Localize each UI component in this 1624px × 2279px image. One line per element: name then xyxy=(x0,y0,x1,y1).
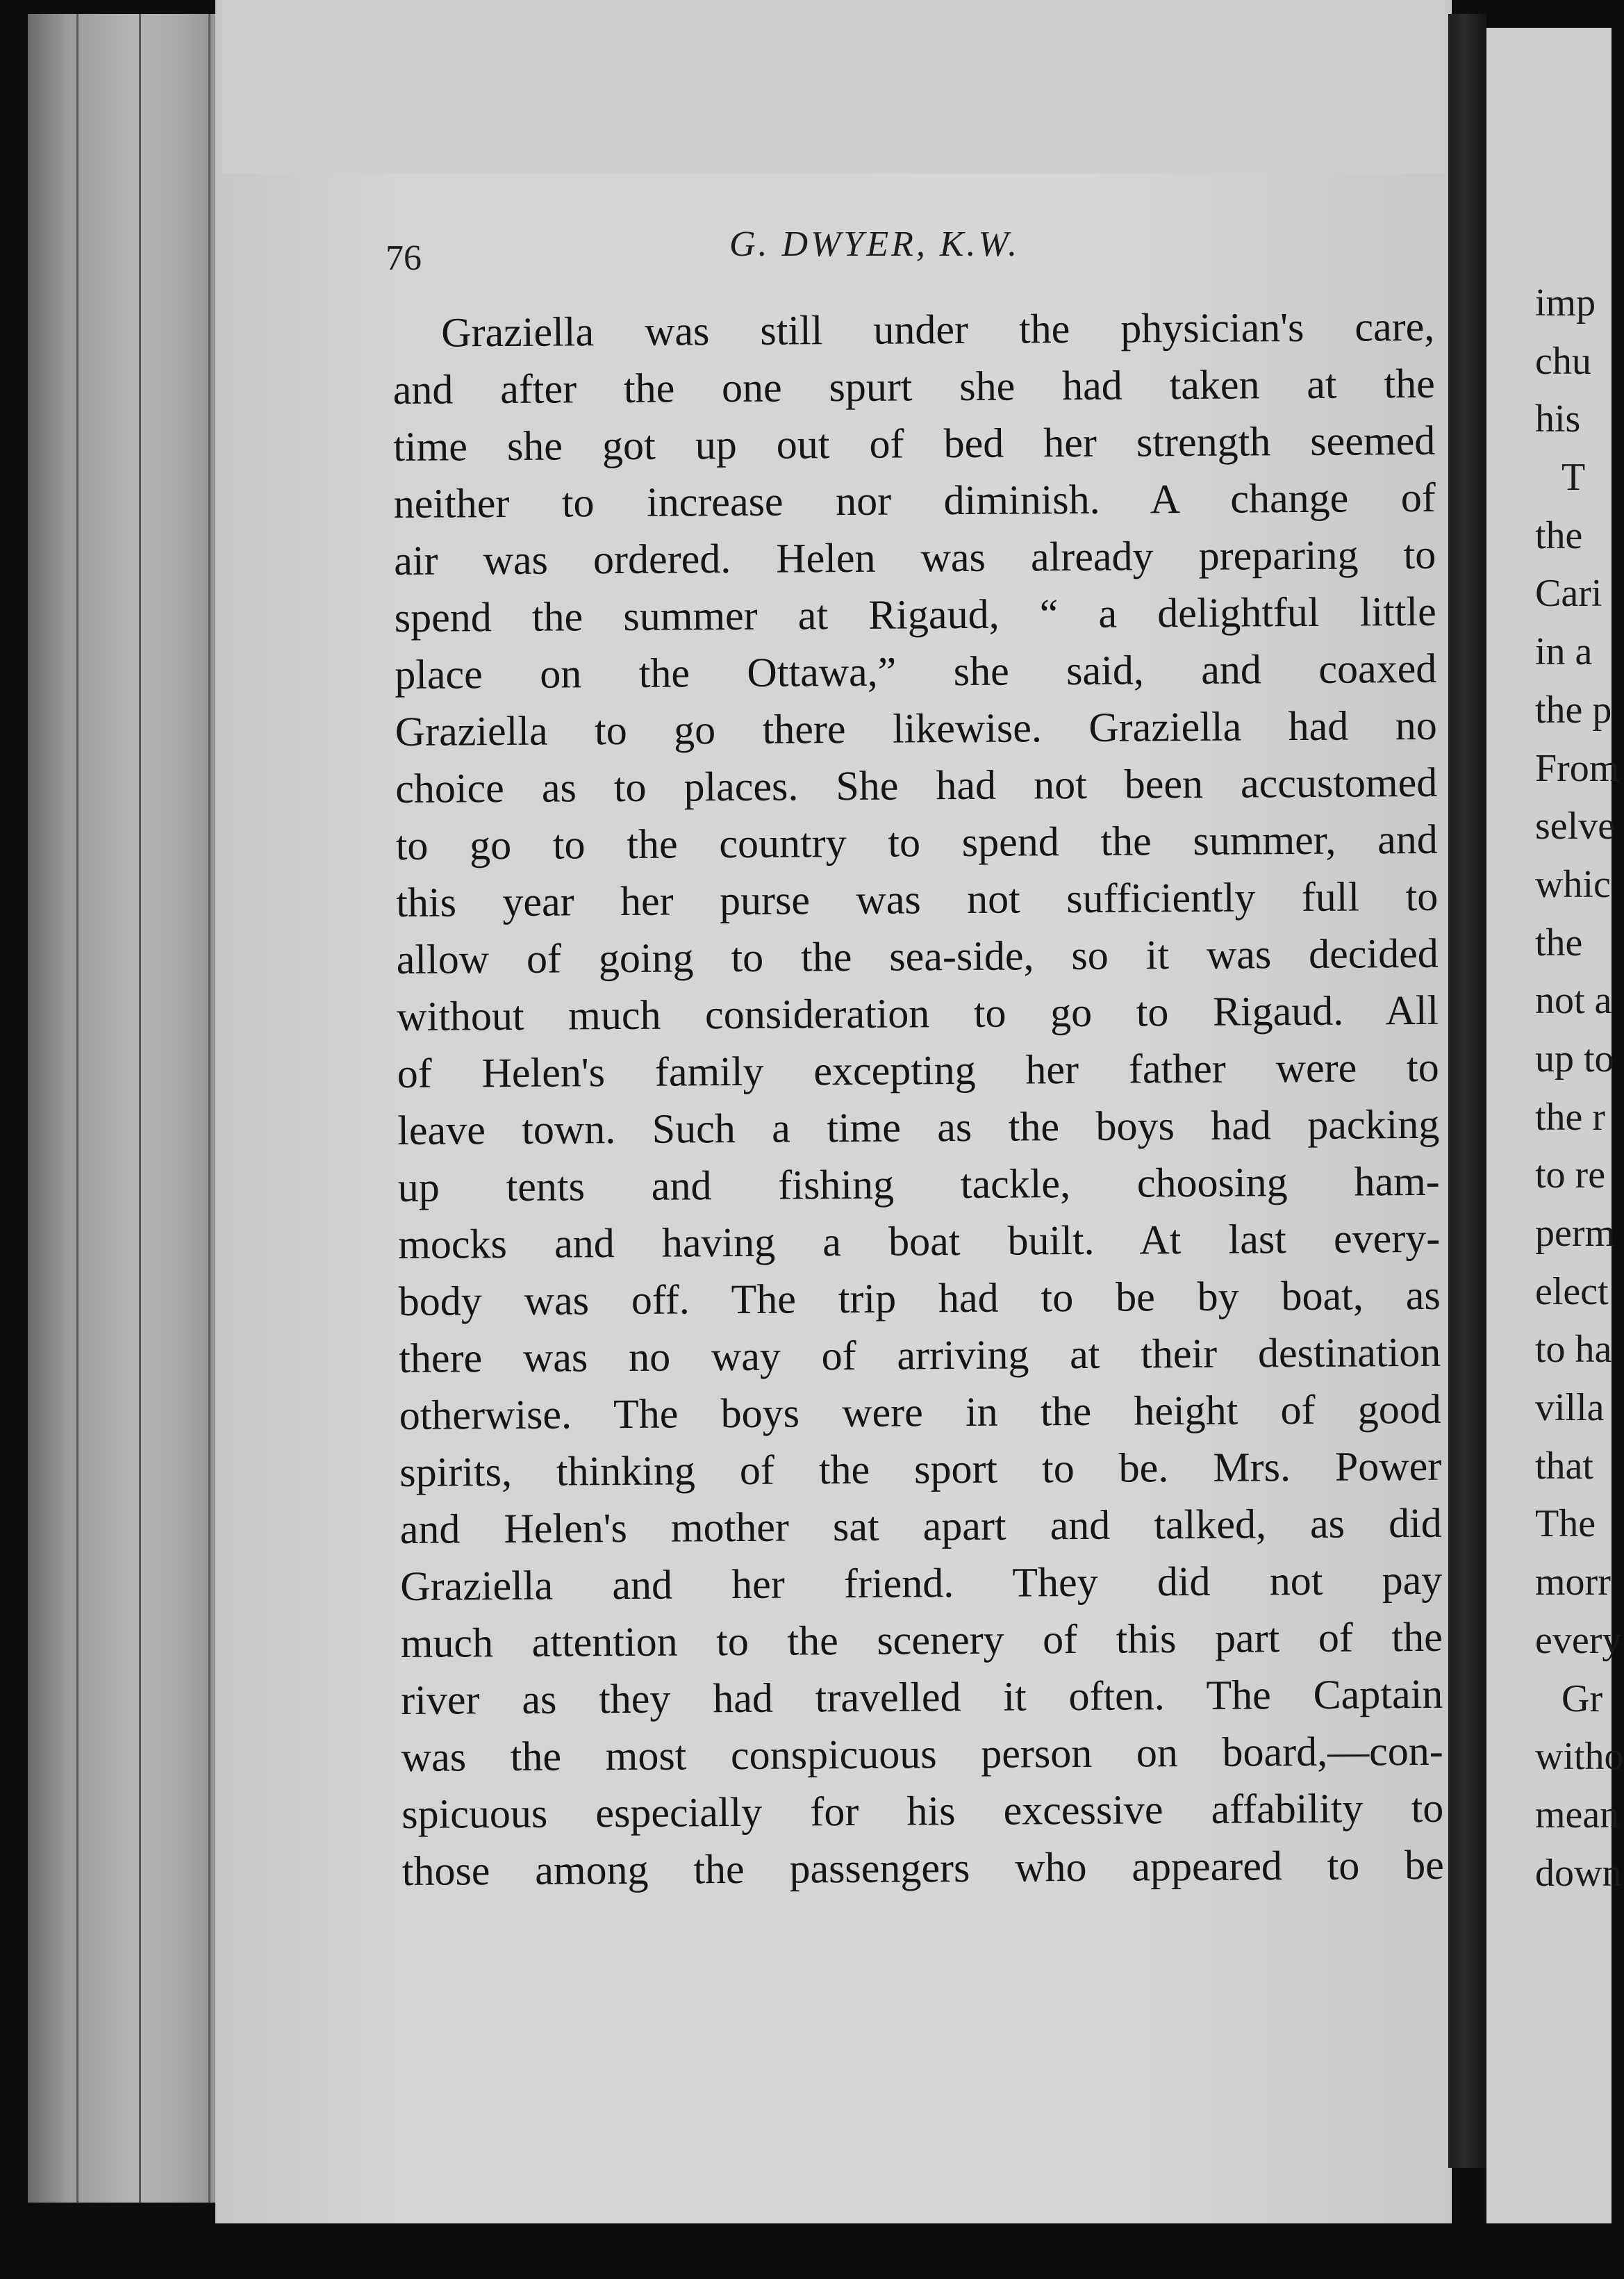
text-line: of Helen's family excepting her father were to xyxy=(397,1044,1439,1096)
text-line: to go to the country to spend the summer, and xyxy=(395,816,1438,869)
page-edge-line xyxy=(76,14,78,2203)
facing-page-fragment: in a xyxy=(1535,630,1593,674)
body-text xyxy=(392,298,1444,1900)
text-line: otherwise. The boys were in the height of good xyxy=(399,1385,1441,1438)
facing-page-fragment: imp xyxy=(1535,281,1596,324)
text-line: and after the one spurt she had taken at the xyxy=(392,360,1435,413)
facing-page-fragment: selve xyxy=(1535,805,1616,848)
facing-page-fragment: his xyxy=(1535,397,1581,441)
facing-page-text xyxy=(1535,274,1624,1902)
running-head: G. DWYER, K.W. xyxy=(729,224,1020,264)
page-number: 76 xyxy=(386,238,422,278)
text-line: and Helen's mother sat apart and talked, as did xyxy=(399,1499,1442,1552)
facing-page-fragment: morr xyxy=(1535,1561,1611,1604)
facing-page-fragment: the xyxy=(1535,513,1583,557)
text-line: without much consideration to go to Rigaud. All xyxy=(397,987,1439,1039)
facing-page-fragment: chu xyxy=(1535,339,1591,383)
facing-page-fragment: down xyxy=(1535,1851,1622,1895)
facing-page-fragment: Gr xyxy=(1561,1677,1603,1720)
text-line: this year her purse was not sufficiently full to xyxy=(396,873,1439,925)
facing-page-fragment: every xyxy=(1535,1618,1622,1662)
text-line: there was no way of arriving at their destination xyxy=(399,1328,1441,1381)
facing-page-fragment: The xyxy=(1535,1502,1596,1546)
text-line: time she got up out of bed her strength seemed xyxy=(393,417,1436,470)
facing-page-fragment: whic xyxy=(1535,862,1611,906)
text-line: leave town. Such a time as the boys had packing xyxy=(397,1101,1440,1153)
text-line: body was off. The trip had to be by boat, as xyxy=(398,1272,1441,1324)
facing-page-fragment: the r xyxy=(1535,1095,1606,1139)
text-line: Graziella and her friend. They did not pay xyxy=(400,1556,1443,1609)
text-line: river as they had travelled it often. The Captain xyxy=(401,1670,1443,1723)
facing-page-fragment: From xyxy=(1535,746,1620,790)
facing-page-fragment: that xyxy=(1535,1444,1593,1488)
text-line: those among the passengers who appeared to be xyxy=(401,1841,1444,1894)
facing-page-fragment: the xyxy=(1535,921,1583,964)
facing-page-fragment: mean xyxy=(1535,1793,1620,1836)
book-gutter xyxy=(1448,14,1486,2168)
text-line: allow of going to the sea-side, so it was decided xyxy=(396,930,1439,982)
text-line: spicuous especially for his excessive affability to xyxy=(401,1784,1444,1837)
facing-page-fragment: to ha xyxy=(1535,1328,1612,1372)
text-line: much attention to the scenery of this part of the xyxy=(400,1613,1443,1666)
facing-page-fragment: not a xyxy=(1535,979,1612,1023)
torn-page-top xyxy=(222,0,1445,174)
text-line: neither to increase nor diminish. A change of xyxy=(393,474,1436,527)
facing-page-fragment: to re xyxy=(1535,1153,1606,1197)
facing-page-fragment: Cari xyxy=(1535,572,1602,616)
text-line: spirits, thinking of the sport to be. Mrs. Power xyxy=(399,1442,1442,1495)
text-line: spend the summer at Rigaud, “ a delightful little xyxy=(394,588,1436,641)
text-line: choice as to places. She had not been accustomed xyxy=(395,759,1438,812)
text-line: up tents and fishing tackle, choosing ham- xyxy=(397,1158,1440,1210)
text-line: Graziella was still under the physician's care, xyxy=(441,303,1435,356)
text-line: air was ordered. Helen was already preparing to xyxy=(394,531,1436,584)
page-edge-line xyxy=(208,14,210,2203)
text-line: was the most conspicuous person on board,—con- xyxy=(401,1727,1443,1780)
page-stack-edge xyxy=(28,14,222,2203)
text-line: Graziella to go there likewise. Graziella had no xyxy=(395,702,1437,755)
text-line: mocks and having a boat built. At last every- xyxy=(398,1215,1441,1267)
facing-page-fragment: witho xyxy=(1535,1735,1624,1779)
facing-page-fragment: the p xyxy=(1535,688,1612,732)
page-edge-line xyxy=(139,14,141,2203)
text-line: place on the Ottawa,” she said, and coaxed xyxy=(395,645,1437,698)
facing-page-fragment: up to xyxy=(1535,1037,1614,1080)
facing-page-fragment: T xyxy=(1561,456,1586,500)
facing-page-fragment: villa xyxy=(1535,1386,1605,1430)
facing-page-fragment: elect xyxy=(1535,1269,1609,1313)
facing-page-fragment: perm xyxy=(1535,1212,1616,1255)
